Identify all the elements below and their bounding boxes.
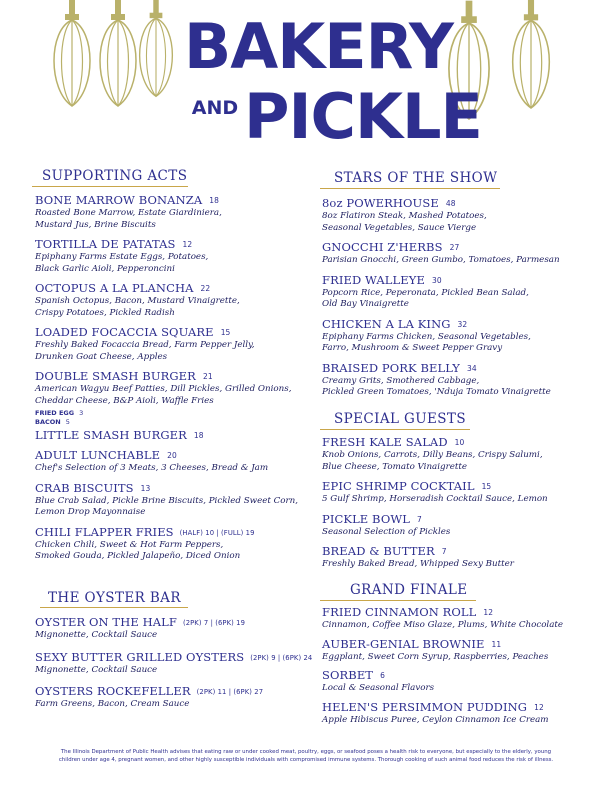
- item-desc: Epiphany Farms Estate Eggs, Potatoes,: [35, 252, 209, 262]
- item-name: FRESH KALE SALAD: [322, 435, 448, 449]
- menu-item: [35, 615, 305, 642]
- addon-price: 3: [79, 409, 84, 417]
- item-desc: Eggplant, Sweet Corn Syrup, Raspberries, Peaches: [322, 651, 549, 662]
- item-price: 30: [431, 275, 442, 285]
- menu-item: [35, 649, 313, 677]
- whisk-left-1-icon: [46, 0, 98, 110]
- item-price: 32: [457, 319, 468, 329]
- menu-item: [322, 605, 592, 632]
- section-divider: [32, 186, 188, 187]
- menu-item: [35, 281, 305, 319]
- item-name: SEXY BUTTER GRILLED OYSTERS: [35, 649, 245, 664]
- whisk-left-3-icon: [132, 0, 180, 100]
- item-price: 22: [200, 284, 211, 293]
- item-price: 12: [182, 240, 193, 249]
- item-desc: Farro, Mushroom & Sweet Pepper Gravy: [322, 343, 503, 353]
- logo-bakery: BAKERY: [184, 10, 453, 83]
- finale-list: [322, 605, 592, 726]
- section-divider: [320, 188, 500, 189]
- item-price-options: (2PK) 11 | (6PK) 27: [196, 688, 264, 696]
- item-desc: 8oz Flatiron Steak, Mashed Potatoes,: [322, 211, 487, 221]
- item-desc: Cheddar Cheese, B&P Aioli, Waffle Fries: [35, 395, 214, 406]
- item-name: PICKLE BOWL: [322, 511, 411, 526]
- menu-item: [322, 700, 592, 727]
- item-desc: Smoked Gouda, Pickled Jalapeño, Diced Onion: [35, 551, 241, 561]
- item-desc: Seasonal Vegetables, Sauce Vierge: [322, 222, 477, 233]
- menu-item: [322, 435, 592, 473]
- supporting-list: [35, 193, 305, 563]
- item-price-options: (HALF) 10 | (FULL) 19: [179, 528, 255, 537]
- item-price: 18: [209, 196, 219, 205]
- menu-item: [322, 240, 592, 267]
- menu-item: [35, 684, 305, 711]
- oyster-list: [35, 615, 313, 711]
- item-price: 18: [193, 431, 204, 440]
- item-price: 15: [220, 328, 231, 337]
- item-desc: Mignonette, Cocktail Sauce: [35, 630, 158, 640]
- menu-item: [35, 448, 305, 475]
- item-price-options: (2PK) 7 | (6PK) 19: [182, 619, 246, 627]
- item-desc: Freshly Baked Bread, Whipped Sexy Butter: [322, 559, 514, 569]
- item-name: EPIC SHRIMP COCKTAIL: [322, 479, 475, 493]
- menu-item: [322, 637, 592, 664]
- whisk-right-2-icon: [504, 0, 558, 112]
- addon-bacon: [35, 418, 305, 427]
- item-price: 10: [454, 438, 465, 447]
- item-desc: Freshly Baked Focaccia Bread, Farm Pepper Jelly,: [35, 340, 255, 350]
- section-title-stars: STARS OF THE SHOW: [334, 170, 498, 186]
- item-desc: Parisian Gnocchi, Green Gumbo, Tomatoes, Parmesan: [322, 255, 560, 265]
- menu-item: [35, 325, 305, 363]
- item-desc: Local & Seasonal Flavors: [322, 683, 435, 693]
- item-price: 12: [483, 608, 494, 617]
- item-desc: Epiphany Farms Chicken, Seasonal Vegetables,: [322, 331, 531, 342]
- logo-and: AND: [191, 97, 239, 119]
- item-price: 12: [534, 702, 544, 712]
- item-desc: Knob Onions, Carrots, Dilly Beans, Crispy Salumi,: [322, 450, 543, 460]
- menu-item: [322, 273, 592, 311]
- menu-item: [35, 481, 305, 519]
- item-name: GNOCCHI Z'HERBS: [322, 240, 443, 254]
- section-title-oyster: THE OYSTER BAR: [48, 590, 181, 606]
- item-name: BRAISED PORK BELLY: [322, 360, 460, 375]
- section-divider: [40, 607, 188, 608]
- menu-item: [322, 544, 592, 571]
- item-desc: Spanish Octopus, Bacon, Mustard Vinaigrette,: [35, 296, 240, 306]
- stars-list: [322, 196, 592, 399]
- section-divider: [320, 429, 470, 430]
- disclaimer-line: The Illinois Department of Public Health advises that eating raw or under cooked meat, poultry, eggs, or seafood poses a health risk to everyone, but especially to the elderly, young: [60, 749, 552, 755]
- item-desc: Chef's Selection of 3 Meats, 3 Cheeses, Bread & Jam: [35, 463, 269, 473]
- addon-fried-egg: [35, 409, 305, 418]
- item-desc: Creamy Grits, Smothered Cabbage,: [322, 375, 480, 386]
- section-divider: [320, 600, 476, 601]
- item-name: OYSTER ON THE HALF: [35, 615, 177, 629]
- item-name: DOUBLE SMASH BURGER: [35, 369, 196, 383]
- item-desc: Blue Cheese, Tomato Vinaigrette: [322, 461, 467, 472]
- menu-item: [322, 361, 592, 399]
- item-name: LITTLE SMASH BURGER: [35, 428, 187, 442]
- section-title-finale: GRAND FINALE: [350, 582, 468, 598]
- item-price: 7: [441, 547, 447, 556]
- addon-name: BACON: [35, 418, 61, 426]
- disclaimer-line: children under age 4, pregnant women, and other highly susceptible individuals with compromised immune systems. Thorough cooking of such animal food reduces the risk of illness.: [58, 757, 554, 763]
- item-price: 13: [140, 483, 151, 493]
- item-desc: Old Bay Vinaigrette: [322, 299, 409, 309]
- menu-item: [35, 237, 305, 275]
- menu-item: [322, 479, 592, 506]
- item-desc: Pickled Green Tomatoes, 'Nduja Tomato Vinaigrette: [322, 387, 551, 397]
- item-name: AUBER-GENIAL BROWNIE: [322, 636, 485, 651]
- addon-price: 5: [65, 418, 70, 426]
- item-name: CRAB BISCUITS: [35, 480, 134, 495]
- item-price: 15: [481, 482, 492, 491]
- menu-item: [35, 525, 305, 563]
- item-desc: Seasonal Selection of Pickles: [322, 526, 451, 537]
- section-title-guests: SPECIAL GUESTS: [334, 411, 466, 427]
- item-price-options: (2PK) 9 | (6PK) 24: [250, 653, 313, 662]
- item-desc: Lemon Drop Mayonnaise: [35, 507, 146, 517]
- menu-item: [322, 317, 592, 355]
- item-desc: 5 Gulf Shrimp, Horseradish Cocktail Sauce, Lemon: [322, 494, 548, 504]
- section-title-supporting: SUPPORTING ACTS: [42, 168, 188, 184]
- health-disclaimer: [30, 748, 582, 764]
- item-name: CHICKEN A LA KING: [322, 316, 451, 331]
- item-name: OCTOPUS A LA PLANCHA: [35, 281, 194, 295]
- logo-pickle: PICKLE: [244, 80, 482, 153]
- item-price: 6: [380, 671, 385, 680]
- item-name: TORTILLA DE PATATAS: [35, 237, 176, 251]
- item-name: OYSTERS ROCKEFELLER: [35, 684, 191, 698]
- item-name: 8oz POWERHOUSE: [322, 196, 439, 210]
- item-desc: Popcorn Rice, Peperonata, Pickled Bean Salad,: [322, 287, 529, 298]
- item-name: FRIED WALLEYE: [322, 272, 425, 287]
- item-name: FRIED CINNAMON ROLL: [322, 605, 477, 619]
- item-price: 20: [167, 451, 177, 460]
- item-desc: Mustard Jus, Brine Biscuits: [35, 219, 156, 230]
- item-desc: American Wagyu Beef Patties, Dill Pickles, Grilled Onions,: [35, 384, 292, 394]
- item-name: ADULT LUNCHABLE: [35, 448, 161, 462]
- item-price: 21: [202, 372, 213, 381]
- item-price: 27: [449, 243, 460, 252]
- menu-item: [322, 512, 592, 539]
- item-desc: Mignonette, Cocktail Sauce: [35, 664, 158, 675]
- item-desc: Drunken Goat Cheese, Apples: [35, 351, 168, 362]
- addon-name: FRIED EGG: [35, 409, 75, 417]
- item-desc: Chicken Chili, Sweet & Hot Farm Peppers,: [35, 539, 224, 550]
- guests-list: [322, 435, 592, 571]
- menu-item: [35, 193, 305, 231]
- item-name: LOADED FOCACCIA SQUARE: [35, 325, 214, 339]
- item-price: 11: [491, 639, 502, 649]
- item-desc: Cinnamon, Coffee Miso Glaze, Plums, White Chocolate: [322, 620, 564, 630]
- item-desc: Farm Greens, Bacon, Cream Sauce: [35, 699, 190, 709]
- item-name: BONE MARROW BONANZA: [35, 193, 203, 207]
- menu-item: [35, 369, 305, 427]
- item-name: SORBET: [322, 668, 374, 682]
- item-name: BREAD & BUTTER: [322, 544, 435, 558]
- item-price: 34: [466, 363, 477, 373]
- menu-item: [35, 428, 305, 443]
- item-name: HELEN'S PERSIMMON PUDDING: [322, 699, 528, 714]
- item-name: CHILI FLAPPER FRIES: [35, 524, 174, 539]
- menu-item: [322, 668, 592, 695]
- item-desc: Black Garlic Aioli, Pepperoncini: [35, 263, 175, 274]
- item-desc: Roasted Bone Marrow, Estate Giardiniera,: [35, 208, 222, 218]
- item-desc: Blue Crab Salad, Pickle Brine Biscuits, Pickled Sweet Corn,: [35, 495, 299, 506]
- item-desc: Apple Hibiscus Puree, Ceylon Cinnamon Ice Cream: [322, 714, 549, 725]
- menu-item: [322, 196, 592, 234]
- item-desc: Crispy Potatoes, Pickled Radish: [35, 307, 175, 318]
- item-price: 48: [445, 199, 456, 208]
- item-price: 7: [417, 514, 422, 524]
